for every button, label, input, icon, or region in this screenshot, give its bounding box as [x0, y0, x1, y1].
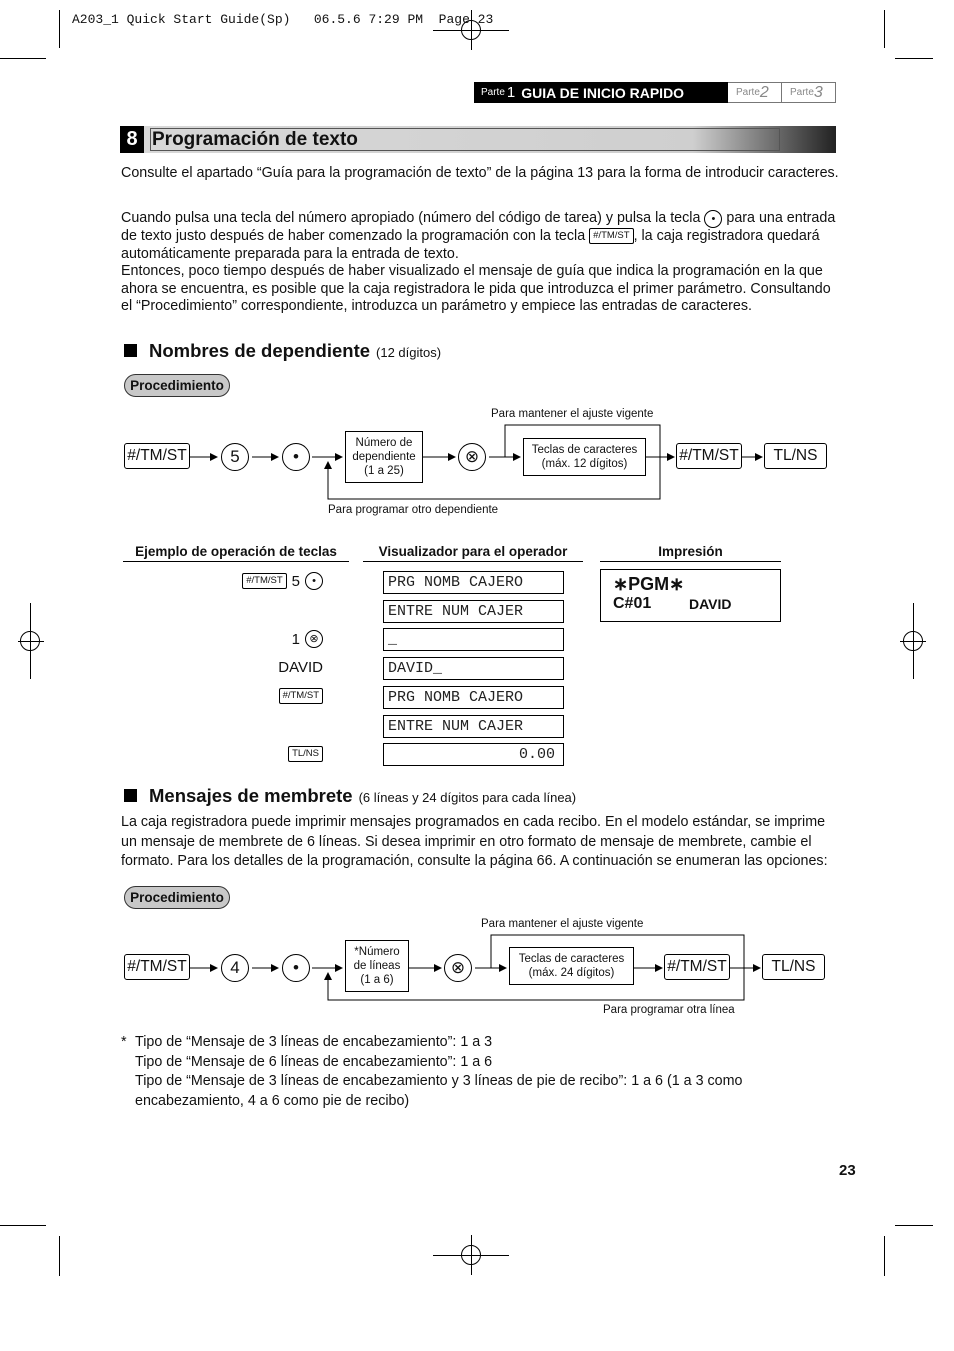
tmst-key: #/TM/ST [124, 443, 190, 469]
tlns-key: TL/NS [764, 443, 827, 469]
op-step-2 [292, 630, 323, 648]
key-4: 4 [221, 954, 249, 982]
tab-part-2-num: 2 [759, 83, 769, 101]
column-header-print: Impresión [658, 544, 723, 559]
clerk-number-box: Número de dependiente (1 a 25) [345, 431, 423, 483]
column-header-ops: Ejemplo de operación de teclas [135, 544, 337, 559]
display-line: ENTRE NUM CAJER [383, 715, 564, 738]
display-line: 0.00 [383, 743, 564, 766]
logo-body: La caja registradora puede imprimir mensajes programados en cada recibo. En el modelo estándar, se imprime un mensaje de membrete de 6 líneas. Si desea imprimir en otro formato de mensaje de membrete, cambie el formato. Para los detalles de la programación, consulte la página 66. A continuación se enumeran las opciones: [121, 814, 828, 869]
op-text: DAVID [278, 659, 323, 676]
tmst-key: #/TM/ST [676, 443, 742, 469]
procedure-label: Procedimiento [124, 886, 230, 909]
print-line-2-code: C#01 [613, 595, 652, 612]
tlns-key: TL/NS [762, 954, 825, 980]
display-line: DAVID_ [383, 657, 564, 680]
footnote-2: Tipo de “Mensaje de 6 líneas de encabezamiento”: 1 a 6 [135, 1054, 493, 1070]
procedure-label: Procedimiento [124, 374, 230, 397]
op-step-1 [242, 572, 323, 590]
tmst-key-icon: #/TM/ST [589, 228, 633, 244]
op-step-5 [288, 746, 323, 762]
intro-text: Cuando pulsa una tecla del número apropiado (número del código de tarea) y pulsa la tecla [121, 210, 701, 226]
column-rule [363, 561, 583, 562]
tmst-key: #/TM/ST [664, 954, 730, 980]
multiply-key-icon: ⊗ [305, 630, 323, 648]
character-keys-box: Teclas de caracteres (máx. 24 dígitos) [509, 947, 634, 985]
tmst-key-icon: #/TM/ST [279, 688, 323, 704]
footnote-3: Tipo de “Mensaje de 3 líneas de encabezamiento y 3 líneas de pie de recibo”: 1 a 6 (1 a 3 como encabezamiento, 4 a 6 como pie de recibo) [135, 1073, 743, 1109]
dot-key-icon: • [704, 210, 722, 228]
section-title: Programación de texto [152, 129, 358, 150]
op-text: 1 [291, 630, 300, 648]
subsection-title-logo [124, 785, 576, 807]
tab-part-1-title: GUIA DE INICIO RAPIDO [521, 84, 685, 101]
tab-part-1-prefix: Parte [481, 87, 505, 98]
tlns-key-icon: TL/NS [288, 746, 323, 762]
loop-label: Para programar otro dependiente [328, 504, 499, 516]
display-line: PRG NOMB CAJERO [383, 571, 564, 594]
page-number: 23 [839, 1162, 856, 1179]
display-line: PRG NOMB CAJERO [383, 686, 564, 709]
multiply-key: ⊗ [444, 954, 472, 982]
dot-key: • [282, 954, 310, 982]
line-number-box: *Número de líneas (1 a 6) [345, 940, 409, 992]
print-line-2-name: DAVID [689, 596, 732, 612]
character-keys-box: Teclas de caracteres (máx. 12 dígitos) [523, 438, 646, 476]
tab-part-1-num: 1 [506, 84, 516, 101]
key-5: 5 [221, 443, 249, 471]
section-number: 8 [120, 126, 144, 153]
subsection-title-text: Nombres de dependiente [149, 340, 371, 361]
column-rule [123, 561, 349, 562]
print-line-1: ∗PGM∗ [613, 574, 685, 594]
dot-key-icon: • [305, 572, 323, 590]
footnote-1: Tipo de “Mensaje de 3 líneas de encabezamiento”: 1 a 3 [135, 1034, 493, 1050]
subsection-title-text: Mensajes de membrete [149, 785, 353, 806]
column-header-display: Visualizador para el operador [378, 544, 568, 559]
keep-setting-label: Para mantener el ajuste vigente [481, 918, 644, 930]
intro-text: , la caja registradora quedará automáticamente preparada para la entrada de texto. [121, 228, 820, 262]
dot-key: • [282, 443, 310, 471]
tab-part-3-num: 3 [813, 83, 823, 101]
tmst-key-icon: #/TM/ST [242, 573, 286, 589]
display-line: ENTRE NUM CAJER [383, 600, 564, 623]
subsection-subtitle: (12 dígitos) [376, 345, 442, 360]
tab-part-2-prefix: Parte [736, 87, 760, 98]
op-step-4 [279, 688, 323, 704]
loop-label: Para programar otra línea [603, 1004, 735, 1016]
keep-setting-label: Para mantener el ajuste vigente [491, 408, 654, 420]
square-bullet-icon [124, 789, 137, 802]
intro-paragraph-1: Consulte el apartado “Guía para la programación de texto” de la página 13 para la forma de introducir caracteres. [121, 165, 839, 181]
intro-paragraph-3: Entonces, poco tiempo después de haber visualizado el mensaje de guía que indica la programación en la que ahora se encuentra, es posible que la caja registradora le pida que introduzca el primer parámetro. Consultando el “Procedimiento” correspondiente, introduzca un parámetro y empiece las entradas de caracteres. [121, 263, 831, 314]
tmst-key: #/TM/ST [124, 954, 190, 980]
intro-text: para una entrada de texto justo después de haber comenzado la programación con la tecla [121, 210, 836, 244]
op-step-3 [278, 659, 323, 676]
footnote-star: * [121, 1034, 127, 1050]
op-text: 5 [291, 572, 300, 590]
print-header: A203_1 Quick Start Guide(Sp) 06.5.6 7:29 PM Page 23 [72, 12, 494, 27]
tab-part-3-prefix: Parte [790, 87, 814, 98]
multiply-key: ⊗ [458, 443, 486, 471]
subsection-subtitle: (6 líneas y 24 dígitos para cada línea) [358, 790, 577, 805]
column-rule [600, 561, 781, 562]
display-line: _ [383, 628, 564, 651]
receipt-print [600, 569, 781, 622]
